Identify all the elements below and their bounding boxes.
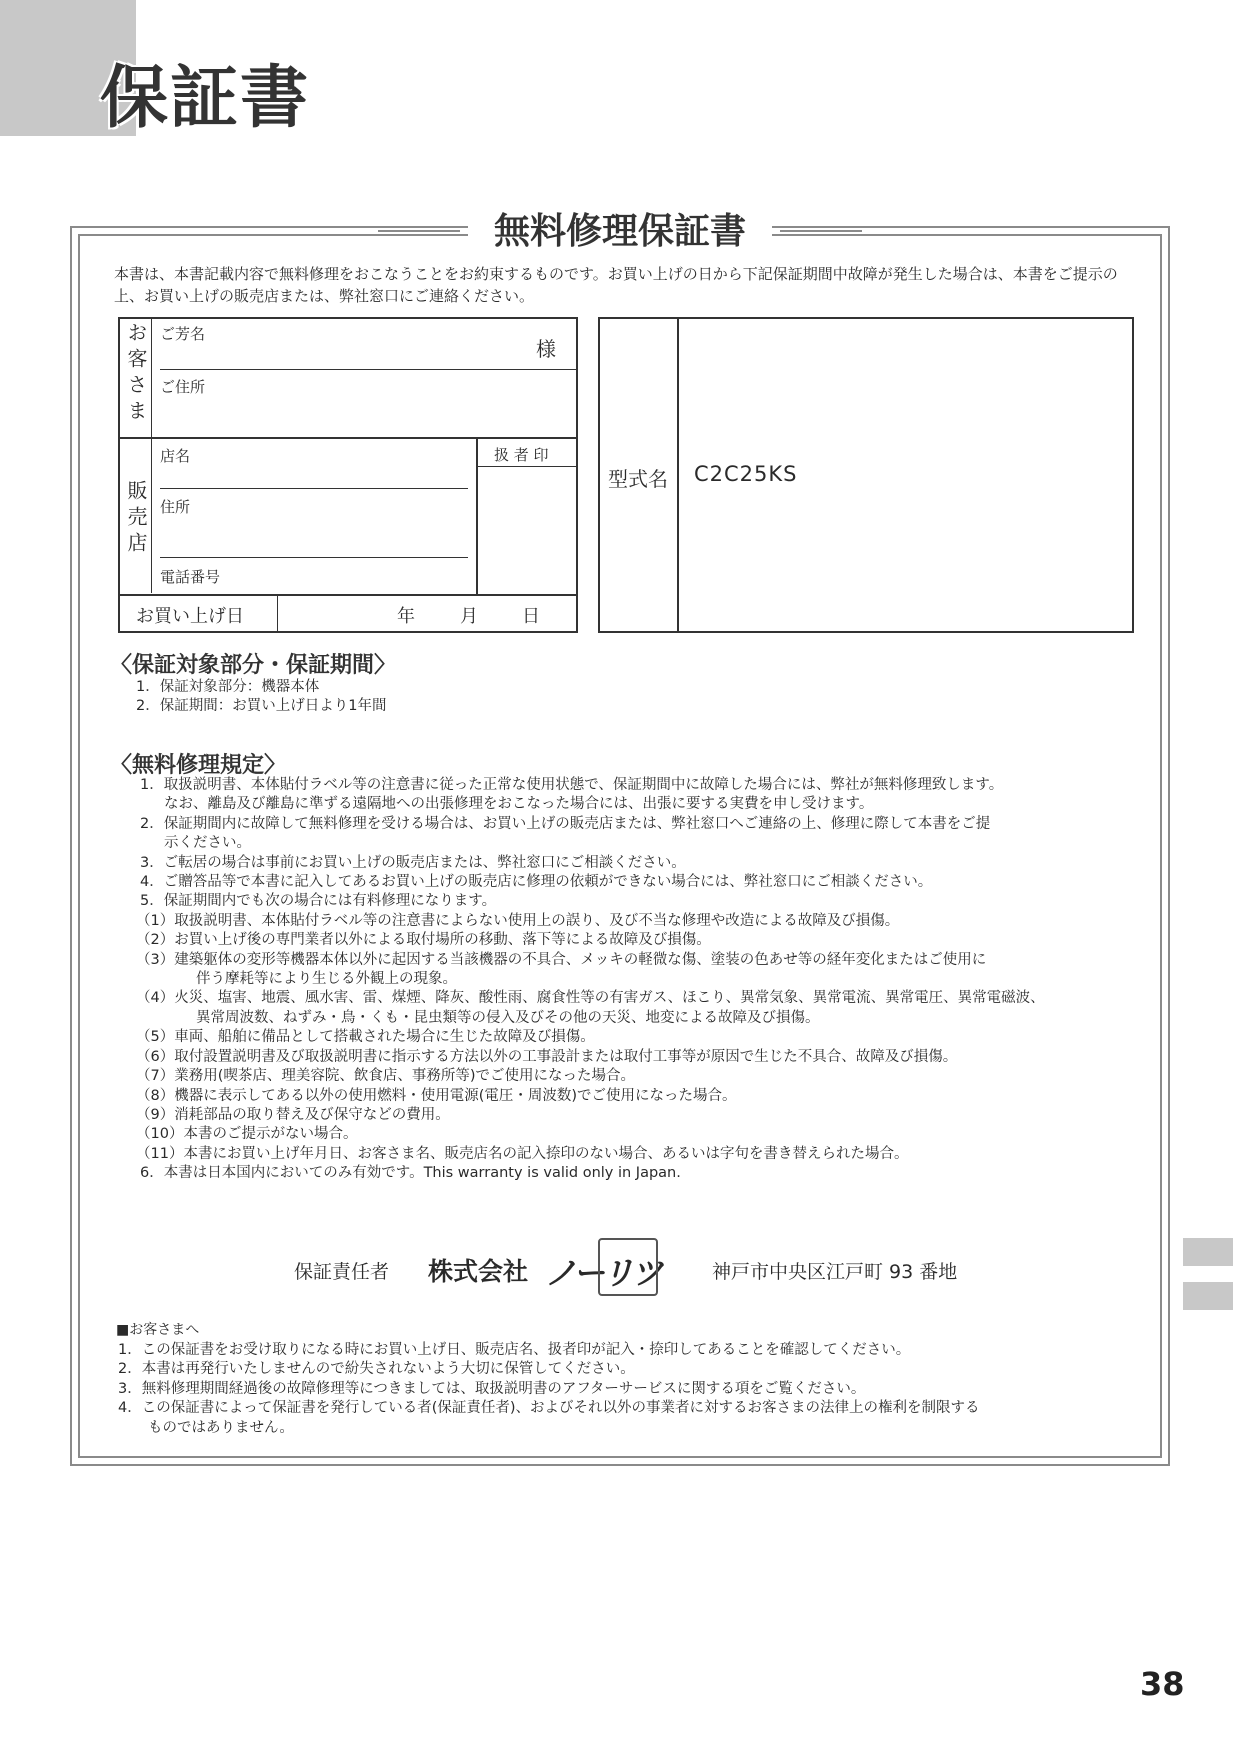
- rule-item: 示ください。: [164, 835, 251, 852]
- model-label: 型式名: [608, 467, 668, 491]
- list-item: 4．この保証書によって保証書を発行している者(保証責任者)、およびそれ以外の事業者に対するお客さまの法律上の権利を制限する: [118, 1400, 980, 1417]
- year-label: 年: [397, 606, 415, 627]
- guarantor-label: 保証責任者: [294, 1261, 390, 1283]
- intro-text: 本書は、本書記載内容で無料修理をおこなうことをお約束するものです。お買い上げの日から下記保証期間中故障が発生した場合は、本書をご提示の上、お買い上げの販売店または、弊社窓口にご連絡ください。: [114, 265, 1118, 305]
- rule-item: （7）業務用(喫茶店、理美容院、飲食店、事務所等)でご使用になった場合。: [136, 1068, 636, 1085]
- rule-item: 1．取扱説明書、本体貼付ラベル等の注意書に従った正常な使用状態で、保証期間中に故障した場合には、弊社が無料修理致します。: [140, 777, 1004, 793]
- list-item: ものではありません。: [148, 1419, 294, 1436]
- phone-label: 電話番号: [160, 568, 221, 586]
- table-divider: [118, 594, 578, 596]
- customer-section-label: お客さま: [124, 322, 148, 426]
- rule-item: なお、離島及び離島に準ずる遠隔地への出張修理をおこなった場合には、出張に要する実費を申し受けます。: [164, 796, 874, 813]
- rule-item: （4）火災、塩害、地震、風水害、雷、煤煙、降灰、酸性雨、腐食性等の有害ガス、ほこり、異常気象、異常電流、異常電圧、異常電磁波、: [136, 990, 1045, 1007]
- guarantor-address: 神戸市中央区江戸町 93 番地: [712, 1261, 958, 1283]
- customer-address-label: ご住所: [160, 378, 206, 396]
- purchase-date-label: お買い上げ日: [136, 606, 244, 627]
- noritz-seal-icon: [598, 1238, 658, 1296]
- rule-item: （3）建築躯体の変形等機器本体以外に起因する当該機器の不具合、メッキの軽微な傷、塗装の色あせ等の経年変化またはご使用に: [136, 951, 987, 968]
- title-rule-left: [378, 230, 460, 236]
- shop-label: 店名: [160, 447, 191, 465]
- name-underline: [160, 369, 576, 370]
- day-label: 日: [522, 606, 540, 627]
- rule-item: 5．保証期間内でも次の場合には有料修理になります。: [140, 893, 497, 910]
- title-rule-right: [780, 230, 862, 236]
- notes-list: [118, 1341, 980, 1438]
- brand-logo-text: ノーリツ: [545, 1254, 661, 1292]
- table-divider: [476, 438, 478, 594]
- rule-item: 4．ご贈答品等で本書に記入してあるお買い上げの販売店に修理の依頼ができない場合には、弊社窓口にご相談ください。: [140, 874, 933, 891]
- list-item: 2．本書は再発行いたしませんので紛失されないよう大切に保管してください。: [118, 1361, 635, 1378]
- rule-item: （8）機器に表示してある以外の使用燃料・使用電源(電圧・周波数)でご使用になった場合。: [136, 1087, 737, 1104]
- dealer-address-label: 住所: [160, 498, 191, 516]
- side-index-tab: [1183, 1282, 1233, 1310]
- rule-item: （5）車両、船舶に備品として搭載された場合に生じた故障及び損傷。: [136, 1029, 595, 1046]
- model-value: C2C25KS: [694, 462, 798, 486]
- rules-heading: 〈無料修理規定〉: [110, 753, 287, 778]
- coverage-list: [136, 678, 386, 717]
- notes-heading: ■お客さまへ: [116, 1322, 200, 1338]
- table-divider: [151, 318, 152, 593]
- table-divider: [477, 466, 576, 467]
- rule-item: （1）取扱説明書、本体貼付ラベル等の注意書によらない使用上の誤り、及び不当な修理や改造による故障及び損傷。: [136, 912, 900, 929]
- table-divider: [677, 318, 679, 631]
- rules-list: [138, 776, 1158, 1184]
- table-divider: [277, 595, 278, 631]
- list-item: 1．この保証書をお受け取りになる時にお買い上げ日、販売店名、扱者印が記入・捺印してあることを確認してください。: [118, 1342, 911, 1358]
- table-divider: [118, 437, 578, 439]
- coverage-heading: 〈保証対象部分・保証期間〉: [110, 653, 397, 678]
- list-item: 3．無料修理期間経過後の故障修理等につきましては、取扱説明書のアフターサービスに関する項をご覧ください。: [118, 1380, 866, 1397]
- company-prefix: 株式会社: [428, 1257, 529, 1286]
- stamp-label: 扱 者 印: [494, 446, 549, 464]
- list-item: 2．保証期間：お買い上げ日より1年間: [136, 698, 387, 715]
- list-item: 1．保証対象部分：機器本体: [136, 679, 320, 695]
- honorific: 様: [536, 337, 556, 361]
- rule-item: 異常周波数、ねずみ・鳥・くも・昆虫類等の侵入及びその他の天災、地変による故障及び損傷。: [196, 1009, 820, 1026]
- certificate-title: 無料修理保証書: [493, 211, 746, 252]
- page-number: 38: [1140, 1665, 1185, 1703]
- rule-item: 6．本書は日本国内においてのみ有効です。This warranty is valid only in Japan.: [140, 1165, 681, 1182]
- rule-item: （6）取付設置説明書及び取扱説明書に指示する方法以外の工事設計または取付工事等が原因で生じた不具合、故障及び損傷。: [136, 1048, 958, 1065]
- page-title: 保証書: [100, 59, 311, 138]
- rule-item: （11）本書にお買い上げ年月日、お客さま名、販売店名の記入捺印のない場合、あるいは字句を書き替えられた場合。: [136, 1145, 909, 1162]
- address-underline: [160, 557, 468, 558]
- rule-item: 3．ご転居の場合は事前にお買い上げの販売店または、弊社窓口にご相談ください。: [140, 854, 686, 871]
- rule-item: 2．保証期間内に故障して無料修理を受ける場合は、お買い上げの販売店または、弊社窓口へご連絡の上、修理に際して本書をご提: [140, 815, 991, 832]
- month-label: 月: [460, 606, 478, 627]
- rule-item: （9）消耗部品の取り替え及び保守などの費用。: [136, 1106, 450, 1123]
- side-index-tab: [1183, 1238, 1233, 1266]
- rule-item: （10）本書のご提示がない場合。: [136, 1126, 358, 1143]
- shop-underline: [160, 488, 468, 489]
- rule-item: （2）お買い上げ後の専門業者以外による取付場所の移動、落下等による故障及び損傷。: [136, 932, 711, 949]
- rule-item: 伴う摩耗等により生じる外観上の現象。: [196, 971, 457, 988]
- dealer-section-label: 販売店: [124, 480, 148, 558]
- name-label: ご芳名: [160, 325, 206, 343]
